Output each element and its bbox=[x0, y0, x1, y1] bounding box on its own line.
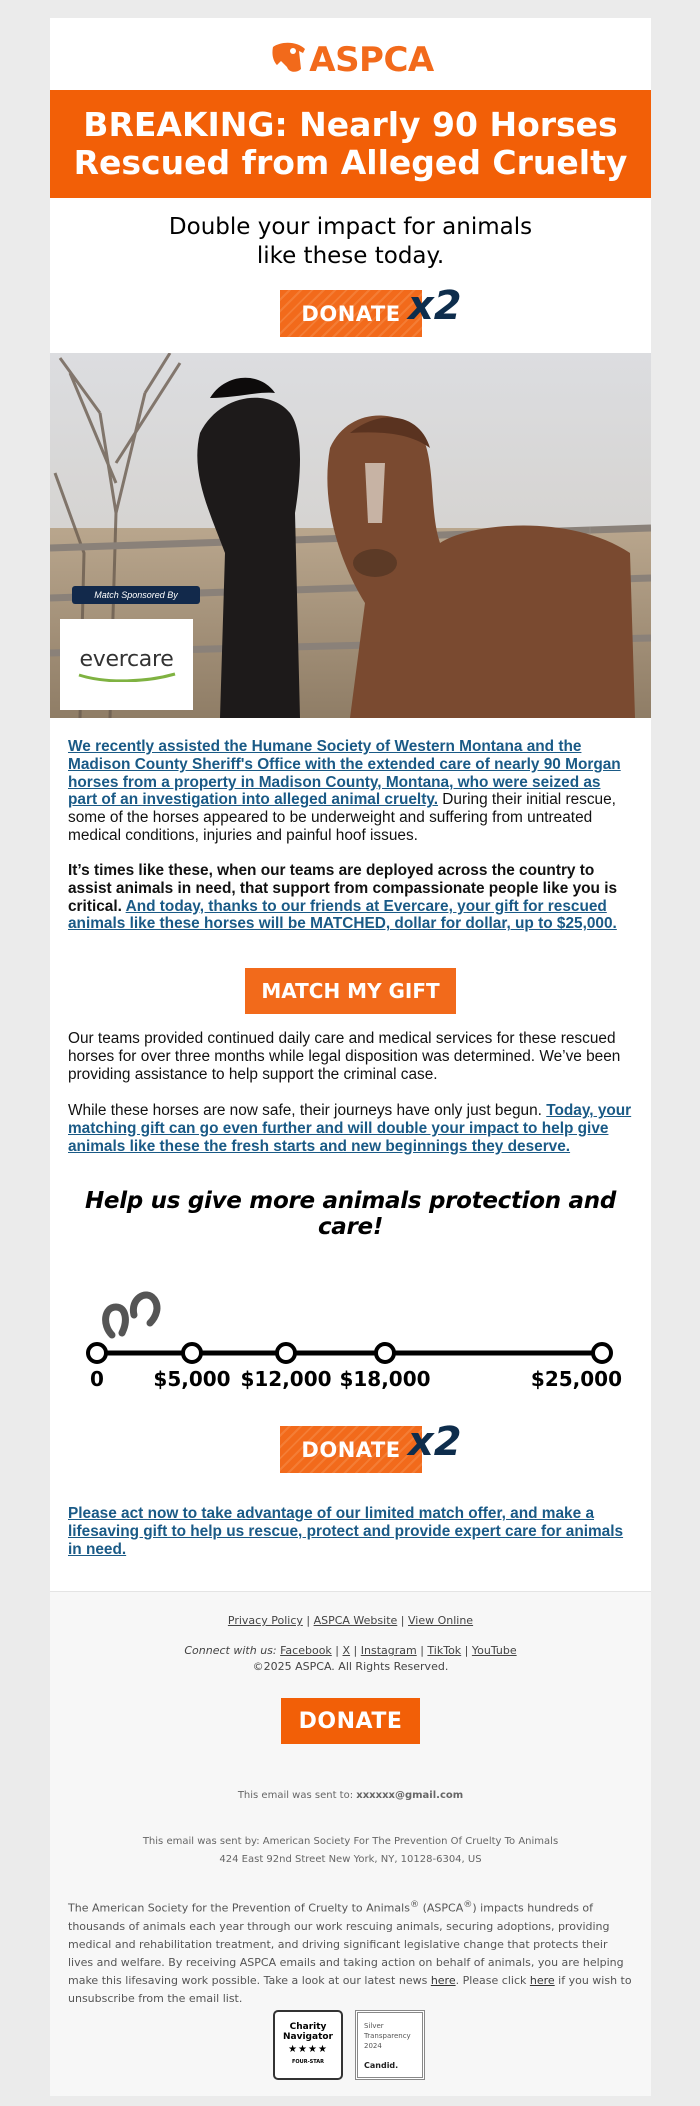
view-online-link[interactable]: View Online bbox=[407, 1614, 474, 1627]
milestone-label-1: $5,000 bbox=[153, 1367, 231, 1391]
donate-x2-button-top[interactable] bbox=[280, 283, 464, 337]
footer-links: Privacy Policy | ASPCA Website | View Online bbox=[227, 1614, 474, 1627]
about-text-1: The American Society for the Prevention of Cruelty to Animals bbox=[68, 1901, 410, 1915]
badge2-line4: Candid. bbox=[364, 2061, 399, 2070]
hero-horses-image[interactable] bbox=[50, 353, 651, 718]
badge1-stars: ★★★★ bbox=[288, 2044, 328, 2055]
paragraph-1-link[interactable]: We recently assisted the Humane Society of Western Montana and the Madison County Sheriff's Office with the extended care of nearly 90 Morgan horses from a property in Madison County, Montana, who were seized as part of an investigation into alleged animal cruelty. bbox=[68, 738, 621, 809]
unsubscribe-link[interactable]: here bbox=[529, 1973, 555, 1987]
milestone-label-4: $25,000 bbox=[530, 1367, 622, 1391]
milestone-label-3: $18,000 bbox=[339, 1367, 431, 1391]
footer bbox=[50, 1591, 651, 2096]
banner-headline bbox=[71, 106, 631, 182]
multiplier-x2: x2 bbox=[408, 283, 462, 329]
progress-graphic bbox=[50, 1273, 651, 1393]
connect-label: Connect with us: bbox=[184, 1644, 277, 1657]
subheading-line-1: Double your impact for animals bbox=[168, 214, 533, 240]
registered-mark-2: ® bbox=[463, 1899, 473, 1910]
address: 424 East 92nd Street New York, NY, 10128-6304, US bbox=[219, 1854, 482, 1865]
paragraph-2-link[interactable]: And today, thanks to our friends at Evercare, your gift for rescued animals like these horses will be MATCHED, dollar for dollar, up to $25,000. bbox=[68, 897, 617, 933]
subheading-line-2: like these today. bbox=[256, 243, 445, 269]
donate-x2-button-bottom[interactable] bbox=[280, 1419, 464, 1473]
candid-transparency-badge[interactable] bbox=[355, 2010, 425, 2080]
evercare-swoosh-icon bbox=[77, 672, 177, 682]
sent-to-email: xxxxxx@gmail.com bbox=[356, 1790, 464, 1801]
match-my-gift-button[interactable]: MATCH MY GIFT bbox=[245, 968, 456, 1014]
social-links: Connect with us: Facebook | X | Instagram | TikTok | YouTube bbox=[184, 1644, 517, 1657]
about-text-4: . Please click bbox=[455, 1973, 530, 1987]
latest-news-link[interactable]: here bbox=[430, 1973, 456, 1987]
paragraph-4 bbox=[68, 1102, 633, 1155]
banner-line-2: Rescued from Alleged Cruelty bbox=[73, 143, 628, 182]
sent-to-label: This email was sent to: bbox=[237, 1790, 354, 1801]
evercare-logo[interactable] bbox=[60, 619, 193, 710]
badge2-line3: 2024 bbox=[364, 2042, 382, 2050]
paragraph-2-bold: It’s times like these, when our teams are deployed across the country to assist animals in need, that support from compassionate people like you is critical. bbox=[68, 862, 618, 915]
horse-logo-icon bbox=[267, 39, 309, 81]
brand-name: ASPCA bbox=[309, 40, 434, 80]
milestone-node-2 bbox=[277, 1344, 295, 1362]
sent-to-line bbox=[50, 1790, 651, 1801]
paragraph-3: Our teams provided continued daily care and medical services for these rescued horses for over three months while legal disposition was determined. We’ve been providing assistance to help support the criminal case. bbox=[68, 1030, 621, 1083]
email-body bbox=[50, 18, 651, 2096]
about-paragraph bbox=[68, 1896, 634, 2008]
paragraph-1 bbox=[68, 738, 633, 845]
paragraph-2 bbox=[68, 862, 633, 933]
facebook-link[interactable]: Facebook bbox=[280, 1644, 332, 1657]
milestone-node-1 bbox=[183, 1344, 201, 1362]
badge1-line3: FOUR-STAR bbox=[292, 2059, 324, 2065]
charity-navigator-badge[interactable] bbox=[273, 2010, 343, 2080]
paragraph-1-text: During their initial rescue, some of the horses appeared to be underweight and suffering from untreated medical conditions, injuries and painful hoof issues. bbox=[68, 791, 616, 844]
milestone-label-0: 0 bbox=[90, 1367, 104, 1391]
badge2-line2: Transparency bbox=[364, 2032, 411, 2040]
copyright: ©2025 ASPCA. All Rights Reserved. bbox=[252, 1660, 449, 1673]
banner-line-1: BREAKING: Nearly 90 Horses bbox=[83, 105, 618, 144]
horseshoe-icon bbox=[106, 1295, 157, 1335]
aspca-logo[interactable] bbox=[50, 30, 651, 90]
paragraph-4-text: While these horses are now safe, their journeys have only just begun. bbox=[68, 1102, 547, 1119]
sponsor-tag: Match Sponsored By bbox=[72, 586, 200, 604]
badge2-line1: Silver bbox=[364, 2022, 384, 2030]
x-link[interactable]: X bbox=[342, 1644, 351, 1657]
badge1-line2: Navigator bbox=[283, 2032, 333, 2042]
tiktok-link[interactable]: TikTok bbox=[427, 1644, 462, 1657]
closing-paragraph bbox=[68, 1505, 633, 1558]
breaking-banner bbox=[50, 90, 651, 198]
milestone-node-0 bbox=[88, 1344, 106, 1362]
sponsor-name: evercare bbox=[79, 647, 174, 672]
instagram-link[interactable]: Instagram bbox=[360, 1644, 417, 1657]
subheading bbox=[50, 213, 651, 271]
footer-donate-button[interactable]: DONATE bbox=[281, 1698, 420, 1744]
paragraph-4-link[interactable]: Today, your matching gift can go even further and will double your impact to help give animals like these the fresh starts and new beginnings they deserve. bbox=[68, 1102, 632, 1155]
closing-link[interactable]: Please act now to take advantage of our limited match offer, and make a lifesaving gift to help us rescue, protect and provide expert care for animals in need. bbox=[68, 1505, 624, 1558]
about-text-5: if you wish to unsubscribe from the email list. bbox=[68, 1973, 632, 2005]
progress-heading: Help us give more animals protection and care! bbox=[84, 1188, 617, 1240]
milestone-label-2: $12,000 bbox=[240, 1367, 332, 1391]
about-text-3: ) impacts hundreds of thousands of animals each year through our work rescuing animals, securing adoptions, providing medical and rehabilitation treatment, and driving significant legislative change that protects their lives and welfare. By receiving ASPCA emails and taking action on behalf of animals, you are helping make this lifesaving work possible. Take a look at our latest news bbox=[68, 1901, 624, 1987]
donate-label[interactable]: DONATE bbox=[280, 290, 422, 337]
milestone-node-3 bbox=[376, 1344, 394, 1362]
donate-label-bottom[interactable]: DONATE bbox=[280, 1426, 422, 1473]
multiplier-x2-bottom: x2 bbox=[408, 1419, 462, 1465]
sent-by: This email was sent by: American Society For The Prevention Of Cruelty To Animals bbox=[142, 1836, 559, 1847]
match-progress-tracker bbox=[50, 1273, 651, 1393]
milestone-node-4 bbox=[593, 1344, 611, 1362]
badge1-line1: Charity bbox=[289, 2022, 327, 2032]
privacy-policy-link[interactable]: Privacy Policy bbox=[227, 1614, 303, 1627]
registered-mark-1: ® bbox=[409, 1899, 420, 1910]
aspca-website-link[interactable]: ASPCA Website bbox=[313, 1614, 398, 1627]
about-text-2: (ASPCA bbox=[419, 1901, 464, 1915]
youtube-link[interactable]: YouTube bbox=[471, 1644, 517, 1657]
